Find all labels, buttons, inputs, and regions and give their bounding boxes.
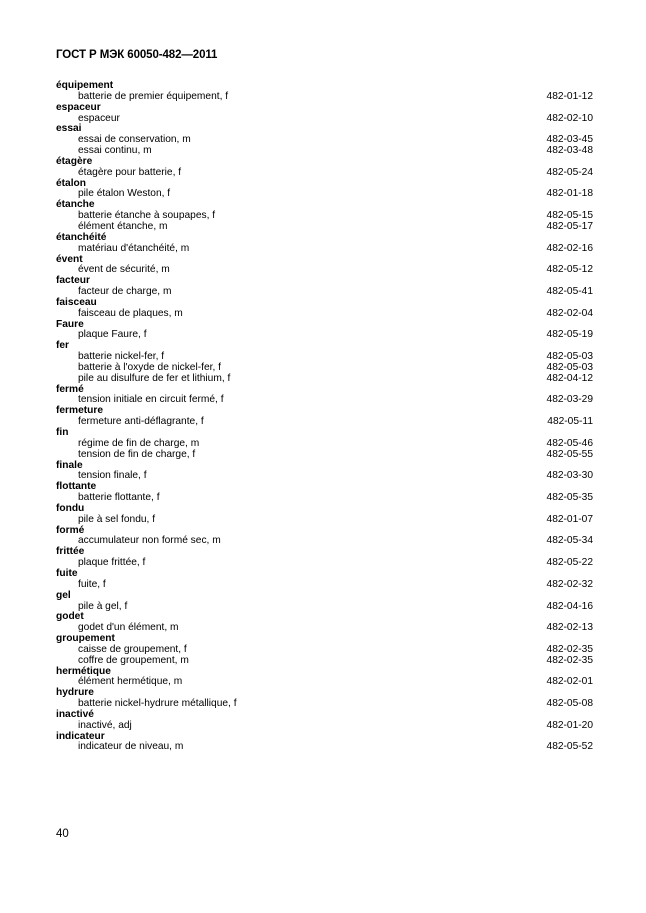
term-index — [56, 81, 593, 753]
index-group — [56, 612, 593, 634]
index-term: hermétique — [56, 665, 111, 677]
entry-reference-number: 482-03-29 — [546, 394, 593, 406]
index-group — [56, 406, 593, 428]
entry-reference-number: 482-01-07 — [546, 513, 593, 525]
index-entry — [56, 450, 593, 461]
index-term: fuite — [56, 567, 78, 579]
index-term: inactivé — [56, 708, 94, 720]
entry-text: tension de fin de charge, f — [78, 448, 196, 460]
entry-reference-number: 482-05-41 — [546, 286, 593, 298]
index-term: évent — [56, 253, 83, 265]
entry-reference-number: 482-03-30 — [546, 470, 593, 482]
index-entry — [56, 92, 593, 103]
index-term: fondu — [56, 502, 85, 514]
entry-reference-number: 482-03-48 — [546, 145, 593, 157]
entry-reference-number: 482-05-12 — [546, 264, 593, 276]
entry-text: étagère pour batterie, f — [78, 166, 182, 178]
index-term: équipement — [56, 80, 114, 91]
entry-text: batterie nickel-hydrure métallique, f — [78, 698, 237, 710]
index-term: frittée — [56, 546, 85, 558]
index-term: faisceau — [56, 296, 97, 308]
index-entry — [56, 222, 593, 233]
index-entry — [56, 330, 593, 341]
index-group — [56, 667, 593, 689]
index-group — [56, 482, 593, 504]
index-term: fer — [56, 340, 70, 352]
index-group — [56, 255, 593, 277]
index-group — [56, 634, 593, 667]
entry-reference-number: 482-05-22 — [546, 557, 593, 569]
index-term: groupement — [56, 633, 115, 645]
entry-text: faisceau de plaques, m — [78, 307, 183, 319]
index-group — [56, 461, 593, 483]
entry-text: pile à sel fondu, f — [78, 513, 156, 525]
index-group — [56, 569, 593, 591]
index-entry — [56, 580, 593, 591]
index-entry — [56, 114, 593, 125]
index-term: étalon — [56, 177, 87, 189]
entry-reference-number: 482-02-32 — [546, 578, 593, 590]
entry-text: batterie à l'oxyde de nickel-fer, f — [78, 361, 221, 373]
entry-reference-number: 482-04-16 — [546, 600, 593, 612]
index-entry — [56, 189, 593, 200]
entry-text: essai de conservation, m — [78, 134, 191, 146]
entry-text: essai continu, m — [78, 145, 152, 157]
index-group — [56, 732, 593, 754]
entry-reference-number: 482-05-11 — [547, 416, 593, 428]
index-entry — [56, 558, 593, 569]
entry-reference-number: 482-05-15 — [546, 210, 593, 222]
index-group — [56, 81, 593, 103]
index-term: étanchéité — [56, 231, 107, 243]
entry-reference-number: 482-05-52 — [546, 741, 593, 753]
entry-reference-number: 482-05-55 — [546, 448, 593, 460]
entry-text: batterie de premier équipement, f — [78, 90, 229, 102]
index-entry — [56, 471, 593, 482]
index-entry — [56, 493, 593, 504]
index-entry — [56, 244, 593, 255]
entry-reference-number: 482-05-03 — [546, 351, 593, 363]
entry-text: coffre de groupement, m — [78, 654, 189, 666]
index-group — [56, 157, 593, 179]
entry-reference-number: 482-02-13 — [546, 622, 593, 634]
index-entry — [56, 677, 593, 688]
index-group — [56, 591, 593, 613]
index-group — [56, 276, 593, 298]
entry-text: régime de fin de charge, m — [78, 437, 200, 449]
entry-text: fermeture anti-déflagrante, f — [78, 416, 204, 428]
entry-reference-number: 482-01-12 — [546, 90, 593, 102]
index-group — [56, 547, 593, 569]
entry-reference-number: 482-02-16 — [546, 242, 593, 254]
page-number: 40 — [56, 828, 69, 840]
index-term: essai — [56, 123, 82, 135]
entry-reference-number: 482-05-17 — [546, 220, 593, 232]
index-entry — [56, 374, 593, 385]
entry-text: pile à gel, f — [78, 600, 128, 612]
index-group — [56, 320, 593, 342]
entry-text: godet d'un élément, m — [78, 622, 179, 634]
entry-reference-number: 482-02-04 — [546, 307, 593, 319]
entry-reference-number: 482-03-45 — [546, 134, 593, 146]
entry-reference-number: 482-05-35 — [546, 492, 593, 504]
entry-text: espaceur — [78, 112, 120, 124]
entry-text: caisse de groupement, f — [78, 643, 187, 655]
index-group — [56, 233, 593, 255]
index-entry — [56, 309, 593, 320]
index-entry — [56, 536, 593, 547]
entry-reference-number: 482-02-35 — [546, 643, 593, 655]
index-entry — [56, 168, 593, 179]
index-group — [56, 200, 593, 233]
entry-text: plaque Faure, f — [78, 329, 147, 341]
index-group — [56, 385, 593, 407]
entry-reference-number: 482-05-34 — [546, 535, 593, 547]
index-group — [56, 124, 593, 157]
entry-reference-number: 482-01-20 — [546, 719, 593, 731]
entry-reference-number: 482-05-24 — [546, 166, 593, 178]
index-term: godet — [56, 611, 84, 623]
entry-text: plaque frittée, f — [78, 557, 146, 569]
index-entry — [56, 623, 593, 634]
index-term: espaceur — [56, 101, 101, 113]
index-term: facteur — [56, 275, 90, 287]
entry-reference-number: 482-05-19 — [546, 329, 593, 341]
index-entry — [56, 417, 593, 428]
entry-text: batterie nickel-fer, f — [78, 351, 165, 363]
document-header: ГОСТ Р МЭК 60050-482—2011 — [56, 49, 218, 61]
entry-text: facteur de charge, m — [78, 286, 172, 298]
index-term: fermé — [56, 383, 84, 395]
index-term: formé — [56, 524, 85, 536]
entry-reference-number: 482-05-08 — [546, 698, 593, 710]
index-term: gel — [56, 589, 71, 601]
index-entry — [56, 146, 593, 157]
entry-text: inactivé, adj — [78, 719, 132, 731]
index-group — [56, 179, 593, 201]
entry-reference-number: 482-04-12 — [546, 372, 593, 384]
entry-text: fuite, f — [78, 578, 106, 590]
index-entry — [56, 721, 593, 732]
index-group — [56, 341, 593, 384]
entry-reference-number: 482-02-35 — [546, 654, 593, 666]
entry-text: batterie étanche à soupapes, f — [78, 210, 216, 222]
entry-reference-number: 482-02-10 — [546, 112, 593, 124]
index-term: flottante — [56, 481, 97, 493]
entry-text: accumulateur non formé sec, m — [78, 535, 221, 547]
index-group — [56, 298, 593, 320]
index-term: fermeture — [56, 405, 103, 417]
index-group — [56, 688, 593, 710]
index-entry — [56, 699, 593, 710]
entry-text: batterie flottante, f — [78, 492, 160, 504]
index-entry — [56, 656, 593, 667]
entry-text: tension finale, f — [78, 470, 147, 482]
entry-text: matériau d'étanchéité, m — [78, 242, 190, 254]
entry-text: indicateur de niveau, m — [78, 741, 184, 753]
entry-text: pile étalon Weston, f — [78, 188, 171, 200]
index-entry — [56, 602, 593, 613]
entry-reference-number: 482-05-46 — [546, 437, 593, 449]
entry-text: pile au disulfure de fer et lithium, f — [78, 372, 231, 384]
entry-text: élément hermétique, m — [78, 676, 183, 688]
entry-reference-number: 482-01-18 — [546, 188, 593, 200]
entry-reference-number: 482-05-03 — [546, 361, 593, 373]
index-entry — [56, 742, 593, 753]
entry-text: évent de sécurité, m — [78, 264, 170, 276]
index-term: étagère — [56, 155, 93, 167]
index-term: fin — [56, 427, 69, 438]
entry-text: tension initiale en circuit fermé, f — [78, 394, 224, 406]
index-entry — [56, 395, 593, 406]
index-group — [56, 428, 593, 461]
entry-text: élément étanche, m — [78, 220, 168, 232]
entry-reference-number: 482-02-01 — [546, 676, 593, 688]
index-term: Faure — [56, 318, 84, 330]
index-group — [56, 710, 593, 732]
index-group — [56, 526, 593, 548]
index-term: étanche — [56, 199, 95, 211]
index-entry — [56, 287, 593, 298]
index-term: hydrure — [56, 687, 94, 699]
index-group — [56, 103, 593, 125]
index-term: finale — [56, 459, 83, 471]
index-term: indicateur — [56, 730, 105, 742]
index-group — [56, 504, 593, 526]
index-entry — [56, 515, 593, 526]
index-entry — [56, 265, 593, 276]
